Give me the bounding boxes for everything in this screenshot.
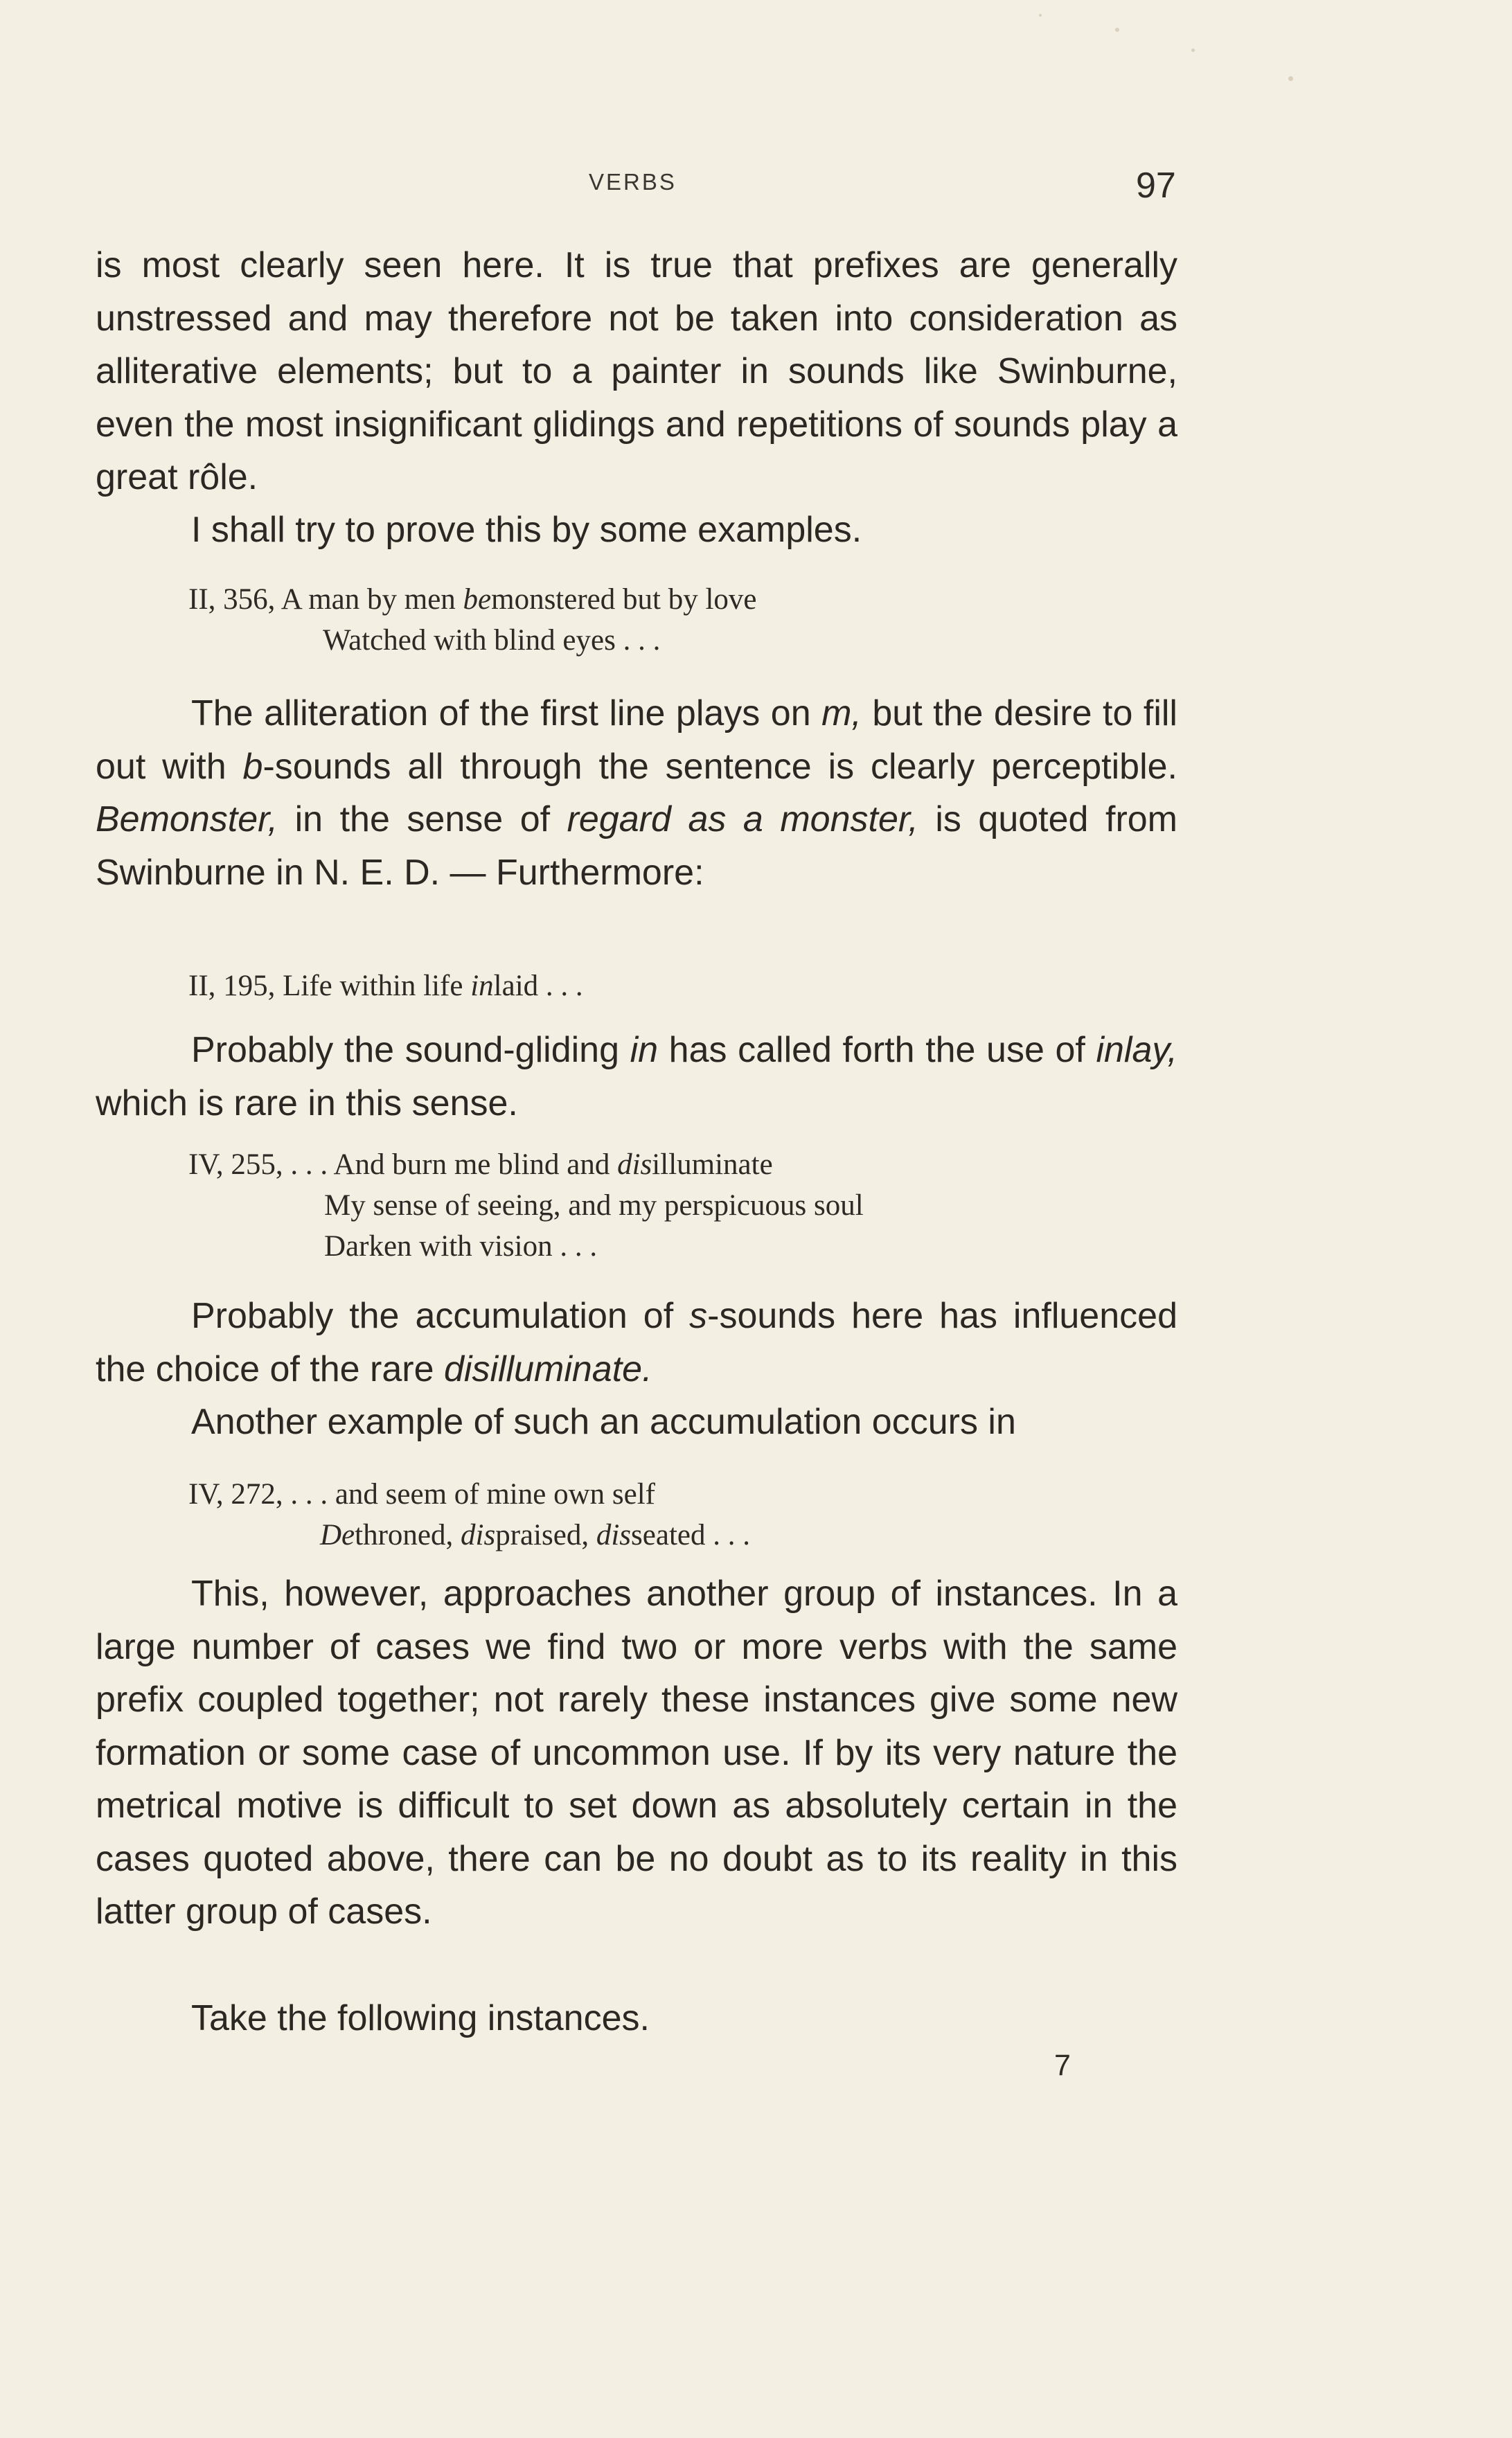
paragraph-text: The alliteration of the first line plays on m, but the desire to fill out with b-sounds all through the sentence is clearly perceptible. Bemonster, in the sense of regard as a monster, is quoted from Swinburne in N. E. D. — Furthermore: — [96, 693, 1178, 893]
paper-speck — [1115, 28, 1119, 32]
quote-line: II, 356, A man by men bemonstered but by love — [188, 579, 756, 620]
quote-line: Darken with vision . . . — [324, 1230, 598, 1263]
quote-reference: IV, 272, — [188, 1478, 283, 1511]
paragraph-text: Probably the accumulation of s-sounds here has influenced the choice of the rare disilluminate. — [96, 1296, 1177, 1389]
paragraph-2 — [96, 504, 1177, 557]
quotation-4 — [188, 1474, 750, 1556]
quote-line: Watched with blind eyes . . . — [323, 624, 661, 657]
paragraph-text: This, however, approaches another group of instances. In a large number of cases we find two or more verbs with the same prefix coupled together; not rarely these instances give some new formation or some case of uncommon use. If by its very nature the metrical motive is difficult to set down as absolutely certain in the cases quoted above, there can be no doubt as to its reality in this latter group of cases. — [96, 1574, 1177, 1932]
paragraph-text: Probably the sound-gliding in has called forth the use of inlay, which is rare in this sense. — [96, 1030, 1177, 1123]
paragraph-5 — [96, 1290, 1177, 1396]
paragraph-text: I shall try to prove this by some examples. — [191, 510, 862, 550]
quote-reference: II, 195, — [188, 970, 276, 1002]
page-number: 97 — [1136, 166, 1176, 206]
signature-mark: 7 — [1054, 2049, 1071, 2082]
quotation-2 — [188, 966, 583, 1006]
paper-speck — [1288, 76, 1293, 81]
paper-speck — [1191, 48, 1195, 52]
quote-reference: IV, 255, — [188, 1148, 283, 1181]
quote-reference: II, 356, — [188, 583, 276, 616]
quotation-1 — [188, 579, 756, 661]
quotation-3 — [188, 1144, 864, 1267]
paragraph-text: Another example of such an accumulation occurs in — [191, 1402, 1016, 1442]
paragraph-text: Take the following instances. — [191, 1998, 650, 2038]
quote-line: Dethroned, dispraised, disseated . . . — [320, 1519, 750, 1551]
quote-line: IV, 255, . . . And burn me blind and disilluminate — [188, 1144, 864, 1185]
paragraph-8 — [96, 1992, 1177, 2045]
paragraph-1 — [96, 239, 1177, 504]
paragraph-6 — [96, 1396, 1177, 1449]
quote-line: II, 195, Life within life inlaid . . . — [188, 966, 583, 1006]
paragraph-7 — [96, 1567, 1177, 1939]
paragraph-4 — [96, 1024, 1177, 1130]
quote-line: My sense of seeing, and my perspicuous soul — [324, 1189, 864, 1222]
paragraph-text: is most clearly seen here. It is true that prefixes are generally unstressed and may therefore not be taken into consideration as alliterative elements; but to a painter in sounds like Swinburne, even the most insignificant glidings and repetitions of sounds play a great rôle. — [96, 245, 1177, 497]
quote-line: IV, 272, . . . and seem of mine own self — [188, 1474, 750, 1515]
paper-speck — [1039, 14, 1042, 17]
running-head — [0, 165, 1512, 206]
paragraph-3 — [96, 687, 1177, 899]
running-head-title: VERBS — [589, 169, 677, 195]
